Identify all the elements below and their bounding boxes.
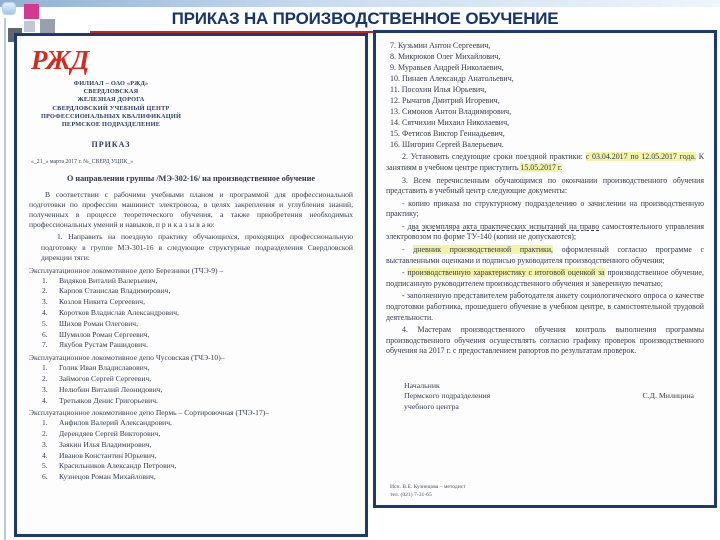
order-point-1: 1. Направить на поездную практику обучающихся, проходящих профессиональную подготовку в группе МЭ-301-16 в следующие структурные подразделения Свердловской дирекции тяги: (41, 232, 353, 262)
trainee-list-berezniki (29, 276, 353, 351)
list-item: ПРОФЕССИОНАЛЬНЫХ КВАЛИФИКАЦИЙ (40, 112, 182, 120)
document-type-label: ПРИКАЗ (91, 140, 131, 150)
decor-square-gray (40, 19, 55, 34)
rzd-logo-text: РЖД (31, 45, 90, 75)
trainee-list-continued (386, 40, 704, 150)
list-item: 13. Симонов Антон Владимирович, (390, 107, 512, 117)
list-item: 2. Дерендяев Сергей Викторович, (42, 429, 161, 439)
order-document-page-2 (373, 30, 717, 508)
trainee-list-perm (29, 418, 353, 483)
list-item: учебного центра (404, 401, 459, 411)
doc-item-questionnaire: - заполненную представителем работодателя анкету социологического опроса о качестве подготовки работника, прошедшего обучение в учебном центре, в самостоятельной трудовой деятельности. (386, 291, 704, 322)
decor-square-magenta (24, 4, 39, 19)
list-item: 6. Шумилов Роман Сергеевич, (42, 329, 150, 339)
list-item: 15. Фетисов Виктор Геннадьевич, (390, 129, 505, 139)
top-band-decoration (0, 0, 720, 7)
slide-title: ПРИКАЗ НА ПРОИЗВОДСТВЕННОЕ ОБУЧЕНИЕ (90, 9, 640, 33)
list-item: 3. Козлов Никита Сергеевич, (42, 297, 145, 307)
list-item: 1. Голик Иван Владиславович, (42, 363, 150, 373)
rzd-logo-icon (29, 44, 99, 76)
list-item: 7. Кузьмин Антон Сергеевич, (390, 41, 491, 50)
list-item: Пермского подразделения (404, 391, 491, 401)
depot-heading-chusovskaya: Эксплуатационное локомотивное депо Чусовская (ТЧЭ-10)– (29, 353, 225, 363)
list-item: ЖЕЛЕЗНАЯ ДОРОГА (77, 96, 145, 104)
decor-square-blue (2, 2, 16, 15)
signer-position (386, 381, 490, 412)
doc-item-copy-order: - копию приказа по структурному подразделению о зачислении на производственную практику; (386, 198, 704, 219)
list-item: 2. Карпов Станислав Владимирович, (42, 286, 171, 296)
list-item: 10. Пинаев Александр Анатольевич, (390, 74, 514, 84)
order-point-4: 4. Мастерам производственного обучения контроль выполнения программы производственного обучения осуществлять согласно графику проверок производственного обучения на 2017 г. с предоставлением рапортов по результатам проверок. (386, 325, 704, 356)
signer-name: С.Д. Милицина (642, 391, 694, 400)
list-item: 14. Сятчихин Михаил Николаевич, (390, 118, 510, 128)
left-edge-line-decoration (4, 18, 6, 540)
doc-item-characteristic: - производственную характеристику с итоговой оценкой за производственное обучение, подписанную руководителем производственного обучения и заверенную печатью; (386, 268, 705, 288)
order-subject-heading: О направлении группы /МЭ-302-16/ на производственное обучение (67, 174, 315, 184)
list-item: 3. Заякин Илья Владимирович, (42, 439, 152, 449)
doc-item-practice-diary: - дневник производственной практики, оформленный согласно программе с выставленными оценками и подписью руководителя производственного обучения; (386, 245, 704, 265)
order-point-3: 3. Всем перечисленным обучающимся по окончании производственного обучения представить в учебный центр следующие документы: (386, 175, 704, 196)
list-item: 4. Третьяков Денис Григорьевич. (42, 395, 158, 405)
list-item: Начальник (404, 381, 440, 390)
depot-heading-berezniki: Эксплуатационное локомотивное депо Березники (ТЧЭ-9) – (29, 265, 224, 275)
list-item: 12. Рычагов Дмитрий Игоревич, (390, 96, 500, 106)
executor-note (390, 483, 466, 499)
list-item: тел. (021) 7-31-65 (390, 491, 432, 498)
list-item: 1. Видяков Виталий Валерьевич, (42, 275, 158, 285)
list-item: 3. Нелюбин Виталий Леонидович, (42, 384, 163, 394)
list-item: 5. Красильников Александр Петрович, (42, 461, 177, 471)
list-item: 16. Шигорин Сергей Валерьевич. (390, 140, 504, 150)
list-item: 9. Муравьев Андрей Николаевич, (390, 63, 504, 73)
doc-item-exam-act: - два экземпляра акта практических испытаний на право самостоятельного управления электровозом по форме ТУ-140 (копии не допускаются); (386, 221, 705, 242)
list-item: СВЕРДЛОВСКАЯ (83, 88, 139, 96)
list-item: 4. Коротков Владислав Александрович, (42, 308, 179, 318)
list-item: СВЕРДЛОВСКИЙ УЧЕБНЫЙ ЦЕНТР (52, 104, 170, 112)
letterhead-block (33, 80, 189, 129)
list-item: 8. Микрюков Олег Михайлович, (390, 52, 501, 62)
signature-block (386, 381, 704, 412)
order-document-page-1 (14, 33, 368, 537)
list-item: 5. Шихов Роман Олегович, (42, 318, 139, 328)
list-item: 7. Якубов Рустам Рашидович. (42, 340, 148, 350)
list-item: 11. Посохин Илья Юрьевич, (390, 85, 487, 95)
list-item: 1. Анфилов Валерий Александрович, (42, 418, 172, 428)
trainee-list-chusovskaya (29, 363, 353, 406)
list-item: 2. Займогов Сергей Сергеевич, (42, 373, 152, 383)
order-point-2: 2. Установить следующие сроки поездной практики: с 03.04.2017 по 12.05.2017 года. К занятиям в учебном центре приступить 15.05.2017 г. (386, 152, 705, 172)
list-item: ФИЛИАЛ – ОАО «РЖД» (73, 80, 149, 87)
list-item: ПЕРМСКОЕ ПОДРАЗДЕЛЕНИЕ (61, 120, 161, 128)
depot-heading-perm-sortirovochnaya: Эксплуатационное локомотивное депо Пермь – Сортировочная (ТЧЭ-17)– (29, 408, 270, 418)
list-item: 6. Кузнецов Роман Михайлович, (42, 472, 156, 482)
date-number-line: «_21_» марта 2017 г. №_СВЕРД УЦПК_» (31, 159, 134, 166)
intro-paragraph: В соответствии с рабочими учебными планом и программой для профессиональной подготовки по профессии машинист электровоза, в целях закрепления и углубления знаний, полученных в процессе теоретического обучения, а также приобретения необходимых профессиональных умений и навыков, п р и к а з ы в а ю: (29, 190, 353, 230)
decor-square-lightgray (24, 21, 35, 32)
list-item: Исп. В.Е. Кузнецова – методист (390, 483, 466, 490)
list-item: 4. Иванов Константин Юрьевич, (42, 450, 157, 460)
